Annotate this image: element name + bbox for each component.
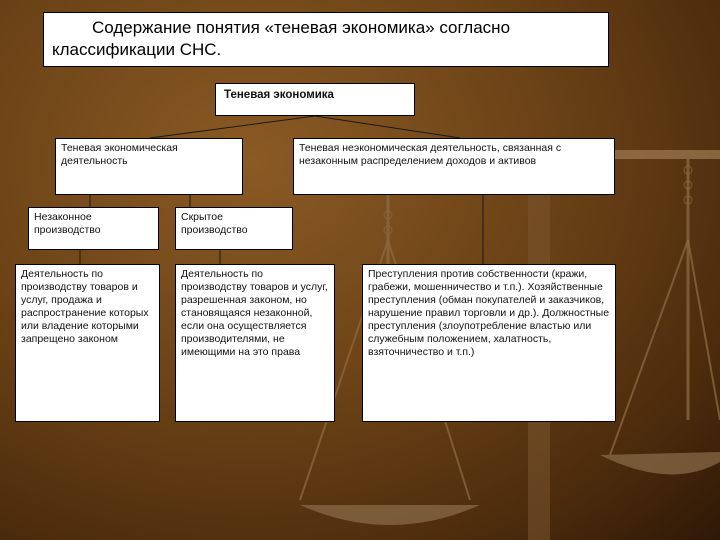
node-shadow-noneconomic-activity: Теневая неэкономическая деятельность, связанная с незаконным распределением доходов и активов [293, 138, 615, 195]
node-shadow-economic-activity: Теневая экономическая деятельность [55, 138, 243, 195]
node-hidden-production-description: Деятельность по производству товаров и услуг, разрешенная законом, но становящаяся незаконной, если она осуществляется производителями, не имеющими на это права [175, 264, 335, 422]
node-shadow-economy: Теневая экономика [215, 83, 415, 116]
node-illegal-production-description: Деятельность по производству товаров и услуг, продажа и распространение которых или владение которыми запрещено законом [15, 264, 160, 422]
node-noneconomic-description: Преступления против собственности (кражи, грабежи, мошенничество и т.п.). Хозяйственные преступления (обман покупателей и заказчиков, нарушение правил торговли и др.). Должностные преступления (злоупотребление властью или служебным положением, халатность, взяточничество и т.п.) [362, 264, 616, 422]
node-hidden-production: Скрытое производство [175, 207, 293, 250]
node-illegal-production: Незаконное производство [28, 207, 159, 250]
slide-title: Содержание понятия «теневая экономика» согласно классификации СНС. [43, 12, 609, 67]
